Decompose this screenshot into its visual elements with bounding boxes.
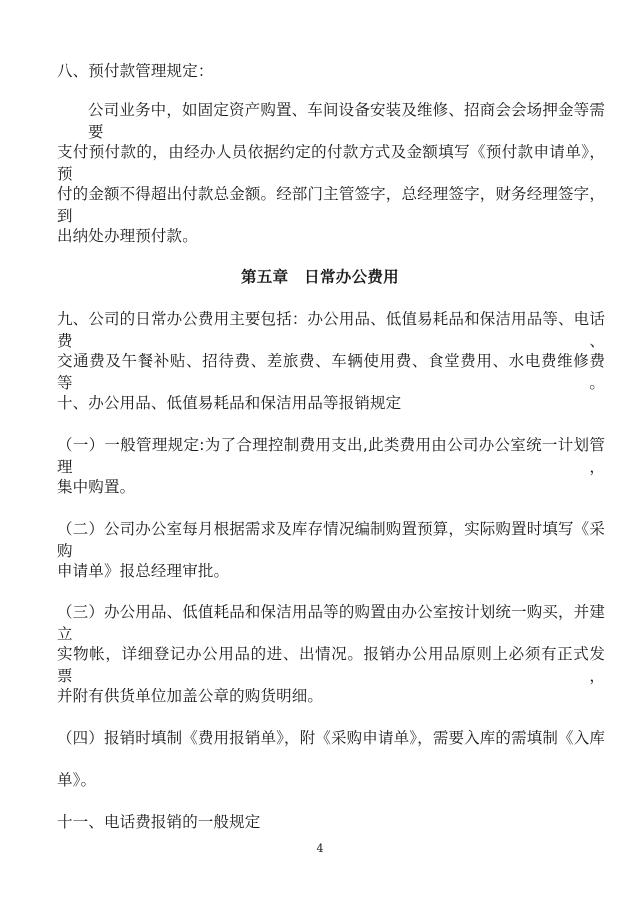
chapter-5-title: 第五章 日常办公费用 (240, 268, 399, 286)
section-9-line-1: 九、公司的日常办公费用主要包括：办公用品、低值易耗品和保洁用品等、电话费、 (57, 310, 605, 350)
section-10-item-4-line-2: 单》。 (57, 771, 97, 789)
section-8-heading: 八、预付款管理规定： (57, 62, 214, 80)
section-10-item-3-line-2: 实物帐，详细登记办公用品的进、出情况。报销办公用品原则上必须有正式发票， (57, 645, 605, 685)
section-10-item-4-line-1: （四）报销时填制《费用报销单》，附《采购申请单》，需要入库的需填制《入库 (57, 729, 605, 747)
section-10-item-1-line-1: （一）一般管理规定:为了合理控制费用支出,此类费用由公司办公室统一计划管理， (57, 436, 605, 476)
section-10-item-3-line-1: （三）办公用品、低值耗品和保洁用品等的购置由办公室按计划统一购买，并建立 (57, 603, 605, 643)
page-number: 4 (316, 842, 324, 855)
section-10-item-3-line-3: 并附有供货单位加盖公章的购货明细。 (57, 687, 324, 705)
section-8-line-1: 公司业务中，如固定资产购置、车间设备安装及维修、招商会会场押金等需要 (88, 101, 605, 141)
section-10-item-2-line-2: 申请单》报总经理审批。 (57, 562, 230, 580)
section-10-heading: 十、办公用品、低值易耗品和保洁用品等报销规定 (57, 394, 402, 412)
section-10-item-2-line-1: （二）公司办公室每月根据需求及库存情况编制购置预算，实际购置时填写《采购 (57, 520, 605, 560)
section-8-line-2: 支付预付款的，由经办人员依据约定的付款方式及金额填写《预付款申请单》，预 (57, 143, 605, 183)
section-11-heading: 十一、电话费报销的一般规定 (57, 813, 261, 831)
section-8-line-4: 出纳处办理预付款。 (57, 227, 198, 245)
section-8-line-3: 付的金额不得超出付款总金额。经部门主管签字，总经理签字，财务经理签字，到 (57, 185, 605, 225)
section-9-line-2: 交通费及午餐补贴、招待费、差旅费、车辆使用费、食堂费用、水电费维修费等。 (57, 352, 605, 392)
section-10-item-1-line-2: 集中购置。 (57, 478, 136, 496)
